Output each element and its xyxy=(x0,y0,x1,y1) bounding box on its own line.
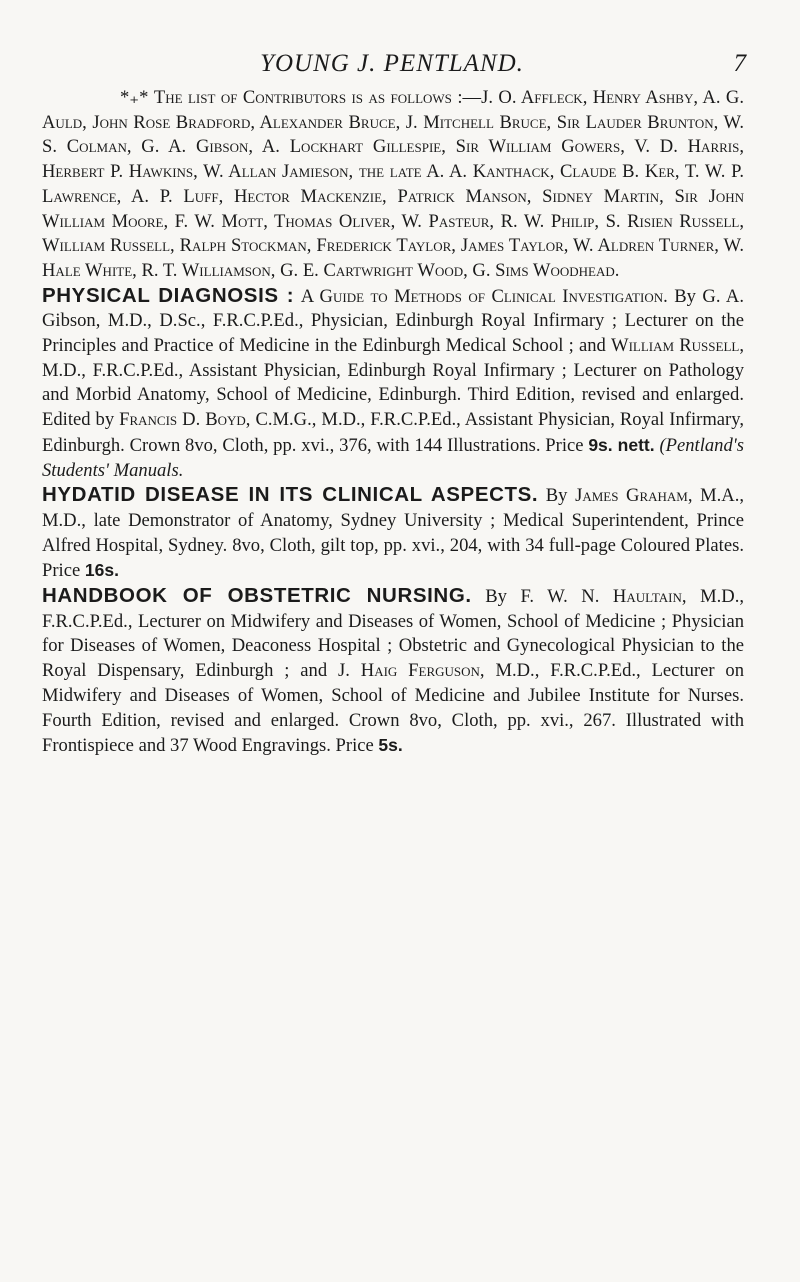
asterism: *₊* xyxy=(120,87,149,108)
entry-price: 5s. xyxy=(378,735,403,756)
entry-heading: HYDATID DISEASE IN ITS CLINICAL ASPECTS. xyxy=(42,483,539,507)
author-name: William Russell, xyxy=(611,335,744,357)
entry-subtitle: A Guide to Methods of Clinical Investigation. xyxy=(300,285,668,307)
entry-hydatid-disease xyxy=(42,483,744,584)
entry-body: M.D., F.R.C.P.Ed., Lecturer on Midwifery and Diseases of Women, School of Medicine and Jubilee Institute for Nurses. Fourth Edition, revised and enlarged. Crown 8vo, Cloth, pp. xvi., 267. Illustrated with Frontispiece and 37 Wood Engravings. Price xyxy=(42,660,744,757)
running-head xyxy=(42,50,746,80)
entry-by: By F. W. N. xyxy=(485,586,600,608)
contributors-paragraph xyxy=(42,86,744,284)
editor-name: Francis D. Boyd, xyxy=(119,409,251,431)
author-name: Haig Ferguson, xyxy=(360,660,485,682)
entry-price: 16s. xyxy=(84,560,119,581)
entry-price: 9s. nett. xyxy=(588,434,655,455)
body-text xyxy=(42,86,744,759)
entry-body: C.M.G., M.D., F.R.C.P.Ed., Assistant Physician, Royal Infirmary, Edinburgh. Crown 8vo, Cloth, pp. xvi., 376, with 144 Illustrations. Price xyxy=(42,409,744,456)
entry-by: By xyxy=(545,485,568,507)
entry-body: By G. A. Gibson, M.D., D.Sc., F.R.C.P.Ed., Physician, Edinburgh Royal Infirmary ; Lecturer on the Principles and Practice of Medicine in the Edinburgh Medical School ; and xyxy=(42,285,745,357)
author-name: Haultain, xyxy=(612,586,687,608)
entry-body: M.A., M.D., late Demonstrator of Anatomy, Sydney University ; Medical Superintendent, Prince Alfred Hospital, Sydney. 8vo, Cloth, gilt top, pp. xvi., 204, with 34 full-page Coloured Plates. Price xyxy=(42,485,744,582)
entry-obstetric-nursing xyxy=(42,584,744,759)
series-name: (Pentland's Students' Manuals. xyxy=(42,434,744,481)
running-head-title: YOUNG J. PENTLAND. xyxy=(260,50,524,77)
entry-heading: HANDBOOK OF OBSTETRIC NURSING. xyxy=(42,584,472,608)
entry-heading: PHYSICAL DIAGNOSIS : xyxy=(42,283,295,307)
page-number: 7 xyxy=(733,50,746,77)
contributors-list: The list of Contributors is as follows :—J. O. Affleck, Henry Ashby, A. G. Auld, John Rose Bradford, Alexander Bruce, J. Mitchell Bruce, Sir Lauder Brunton, W. S. Colman, G. A. Gibson, A. Lockhart Gillespie, Sir William Gowers, V. D. Harris, Herbert P. Hawkins, W. Allan Jamieson, the late A. A. Kanthack, Claude B. Ker, T. W. P. Lawrence, A. P. Luff, Hector Mackenzie, Patrick Manson, Sidney Martin, Sir John William Moore, F. W. Mott, Thomas Oliver, W. Pasteur, R. W. Philip, S. Risien Russell, William Russell, Ralph Stockman, Frederick Taylor, James Taylor, W. Aldren Turner, W. Hale White, R. T. Williamson, G. E. Cartwright Wood, G. Sims Woodhead. xyxy=(42,87,744,281)
author-name: James Graham, xyxy=(575,485,693,507)
entry-body: M.D., F.R.C.P.Ed., Assistant Physician, Edinburgh Royal Infirmary ; Lecturer on Pathology and Morbid Anatomy, School of Medicine, Edinburgh. Third Edition, revised and enlarged. Edited by xyxy=(42,359,744,431)
entry-body: M.D., F.R.C.P.Ed., Lecturer on Midwifery and Diseases of Women, School of Medicine ; Physician for Diseases of Women, Deaconess Hospital ; Obstetric and Gynecological Physician to the Royal Dispensary, Edinburgh ; and J. xyxy=(42,586,744,682)
entry-physical-diagnosis xyxy=(42,284,744,484)
